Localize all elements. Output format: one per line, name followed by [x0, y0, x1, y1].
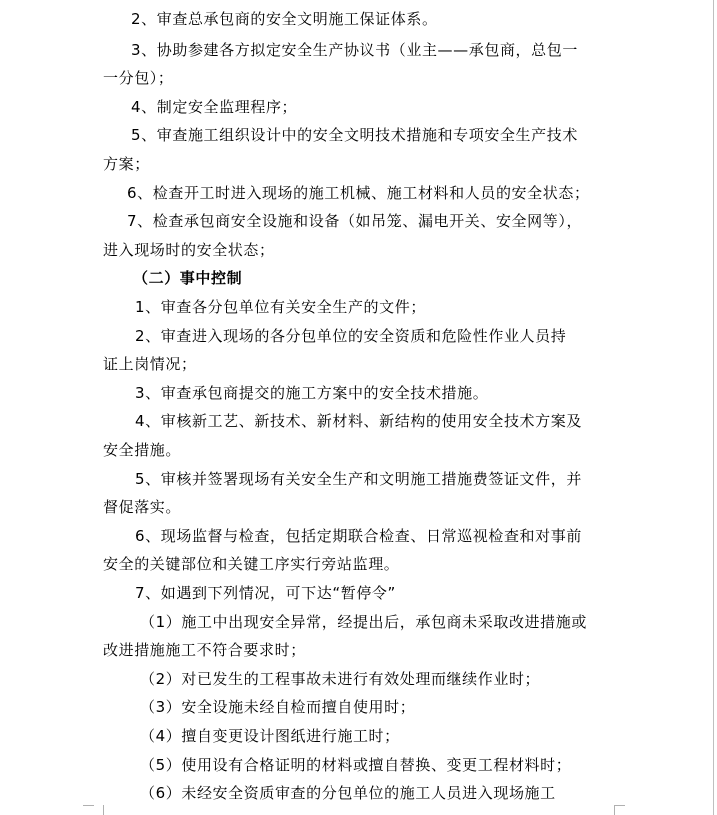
doc-line: 7、如遇到下列情况，可下达“暂停令”: [135, 584, 396, 602]
doc-line: 5、审查施工组织设计中的安全文明技术措施和专项安全生产技术: [131, 126, 578, 144]
doc-line: 6、现场监督与检查，包括定期联合检查、日常巡视检查和对事前: [135, 527, 582, 545]
doc-line: 进入现场时的安全状态；: [103, 241, 275, 259]
doc-line: 4、制定安全监理程序；: [131, 98, 298, 116]
doc-line: 3、审查承包商提交的施工方案中的安全技术措施。: [135, 384, 489, 402]
doc-line: 安全措施。: [103, 441, 182, 459]
doc-line: 2、审查进入现场的各分包单位的安全资质和危险性作业人员持: [135, 327, 567, 345]
section-heading: （二）事中控制: [133, 269, 243, 287]
doc-line: 改进措施施工不符合要求时；: [103, 641, 306, 659]
doc-line: 2、审查总承包商的安全文明施工保证体系。: [131, 10, 438, 28]
doc-line: 安全的关键部位和关键工序实行旁站监理。: [103, 555, 400, 573]
doc-line: 1、审查各分包单位有关安全生产的文件；: [135, 298, 426, 316]
margin-corner-mark: [614, 805, 625, 815]
doc-line: 督促落实。: [103, 498, 182, 516]
doc-line: 7、检查承包商安全设施和设备（如吊笼、漏电开关、安全网等），: [127, 212, 583, 230]
doc-line: （1）施工中出现安全异常，经提出后，承包商未采取改进措施或: [140, 613, 587, 631]
doc-line: 一分包）；: [103, 69, 174, 87]
margin-corner-mark: [83, 805, 94, 806]
margin-corner-mark: [614, 805, 625, 806]
doc-line: 3、协助参建各方拟定安全生产协议书（业主——承包商，总包一: [131, 41, 578, 59]
doc-line: 证上岗情况；: [103, 355, 197, 373]
doc-line: 5、审核并签署现场有关安全生产和文明施工措施费签证文件，并: [135, 470, 582, 488]
doc-line: （4）擅自变更设计图纸进行施工时；: [140, 727, 400, 745]
margin-corner-mark: [93, 805, 104, 815]
doc-line: （2）对已发生的工程事故未进行有效处理而继续作业时；: [140, 670, 541, 688]
doc-line: （5）使用设有合格证明的材料或擅自替换、变更工程材料时；: [140, 756, 572, 774]
doc-line: （3）安全设施未经自检而擅自使用时；: [140, 698, 416, 716]
doc-line: （6）未经安全资质审查的分包单位的施工人员进入现场施工: [140, 784, 556, 802]
doc-line: 6、检查开工时进入现场的施工机械、施工材料和人员的安全状态；: [127, 184, 590, 202]
doc-line: 方案；: [103, 155, 150, 173]
doc-line: 4、审核新工艺、新技术、新材料、新结构的使用安全技术方案及: [135, 412, 582, 430]
page-edge: [713, 0, 714, 815]
